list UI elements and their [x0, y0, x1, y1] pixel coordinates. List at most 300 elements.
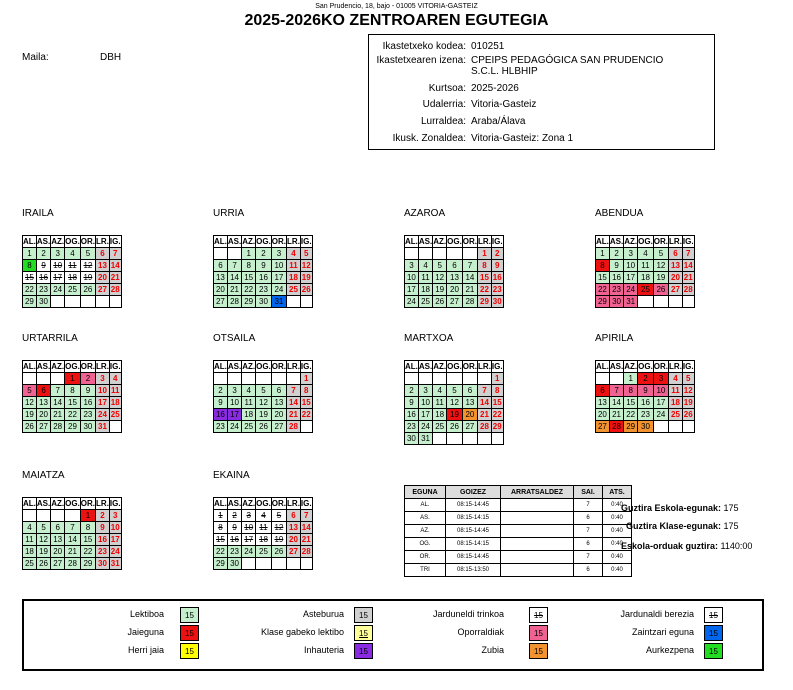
day-cell: 8 [491, 385, 503, 397]
school-info-value: Vitoria-Gasteiz [471, 99, 537, 110]
day-cell: 11 [65, 260, 81, 272]
day-cell: 4 [433, 385, 447, 397]
day-cell: 12 [23, 397, 37, 409]
day-cell: 21 [478, 409, 492, 421]
week-row [405, 385, 504, 397]
day-cell: 16 [214, 409, 228, 421]
day-cell: 15 [478, 272, 492, 284]
day-cell: 6 [51, 522, 65, 534]
total-value: 175 [723, 521, 739, 531]
day-cell [51, 296, 65, 308]
day-cell: 11 [638, 260, 654, 272]
weekday-header: LR. [478, 362, 491, 371]
day-cell: 20 [96, 272, 110, 284]
day-cell: 19 [36, 546, 50, 558]
schedule-cell: 6 [574, 512, 603, 525]
day-cell: 8 [23, 260, 37, 272]
day-cell: 27 [214, 296, 228, 308]
day-cell [405, 248, 419, 260]
day-cell: 12 [80, 260, 95, 272]
legend-label: Herri jaia [127, 645, 164, 655]
legend-label: Asteburua [302, 609, 344, 619]
day-cell: 3 [405, 260, 419, 272]
legend-label: Jardunaldi berezia [620, 609, 694, 619]
weekday-header: AZ. [624, 237, 638, 246]
day-cell: 13 [669, 260, 683, 272]
schedule-cell [501, 499, 574, 512]
weekday-header: OG. [447, 237, 462, 246]
day-cell: 3 [242, 510, 256, 522]
day-cell: 26 [653, 284, 668, 296]
day-cell: 29 [214, 558, 228, 570]
day-cell: 4 [23, 522, 37, 534]
day-cell: 19 [80, 272, 95, 284]
day-cell: 13 [96, 260, 110, 272]
week-row [23, 421, 122, 433]
day-cell [80, 296, 95, 308]
day-cell: 8 [624, 385, 638, 397]
day-cell: 20 [287, 534, 301, 546]
day-cell: 15 [301, 398, 311, 407]
legend-swatch: 15 [354, 607, 373, 623]
week-row [214, 397, 313, 409]
day-cell [669, 421, 683, 433]
day-cell: 2 [36, 248, 50, 260]
day-cell: 31 [96, 421, 110, 433]
day-cell: 14 [478, 397, 492, 409]
weekday-header: LR. [287, 237, 300, 246]
legend-swatch: 15 [704, 625, 723, 641]
day-cell [271, 558, 286, 570]
week-row [214, 284, 313, 296]
day-cell: 28 [301, 547, 311, 556]
week-row [596, 260, 695, 272]
day-cell [300, 296, 312, 308]
week-row [23, 534, 122, 546]
weekday-header: OG. [447, 362, 462, 371]
day-cell [478, 433, 492, 445]
day-cell: 28 [462, 296, 477, 308]
day-cell: 18 [287, 272, 301, 284]
month-table [22, 497, 122, 570]
day-cell [227, 373, 241, 385]
day-cell: 29 [242, 296, 256, 308]
week-row [214, 248, 313, 260]
legend-label: Zaintzari eguna [631, 627, 694, 637]
day-cell: 22 [242, 284, 256, 296]
day-cell: 22 [65, 409, 81, 421]
week-row [214, 409, 313, 421]
week-row [214, 385, 313, 397]
month-name: IRAILA [22, 208, 54, 219]
day-cell [214, 248, 228, 260]
day-cell [447, 373, 463, 385]
day-cell: 7 [227, 260, 241, 272]
day-cell: 23 [36, 284, 50, 296]
day-cell: 30 [80, 421, 95, 433]
month-table [22, 235, 122, 308]
day-cell [609, 373, 623, 385]
day-cell: 19 [683, 398, 693, 407]
day-cell: 21 [110, 273, 120, 282]
schedule-row [405, 551, 632, 564]
day-cell: 20 [36, 409, 50, 421]
day-cell: 5 [80, 248, 95, 260]
day-cell: 7 [682, 248, 694, 260]
day-cell: 19 [447, 409, 463, 421]
day-cell: 26 [683, 410, 693, 419]
schedule-header: ARRATSALDEZ [501, 486, 574, 499]
day-cell [271, 373, 286, 385]
weekday-header: AS. [227, 237, 242, 246]
total-row [621, 503, 739, 513]
weekday-header: IG. [491, 362, 503, 371]
day-cell [433, 248, 447, 260]
day-cell: 25 [638, 284, 654, 296]
week-row [214, 373, 313, 385]
day-cell: 15 [214, 534, 228, 546]
day-cell: 2 [214, 385, 228, 397]
day-cell: 10 [624, 260, 638, 272]
legend-swatch: 15 [704, 643, 723, 659]
day-cell: 24 [405, 296, 419, 308]
day-cell: 10 [418, 397, 432, 409]
school-info-value: 2025-2026 [471, 83, 519, 94]
day-cell: 26 [301, 285, 311, 294]
day-cell: 25 [433, 421, 447, 433]
day-cell: 28 [51, 421, 65, 433]
day-cell [96, 296, 110, 308]
day-cell: 9 [36, 260, 50, 272]
day-cell: 21 [609, 409, 623, 421]
week-row [596, 397, 695, 409]
day-cell: 17 [653, 397, 668, 409]
day-cell: 1 [242, 248, 256, 260]
legend [22, 599, 764, 671]
day-cell: 30 [36, 296, 50, 308]
day-cell: 27 [596, 421, 610, 433]
day-cell [36, 510, 50, 522]
total-label: Eskola-orduak guztira: [621, 541, 721, 551]
week-row [23, 284, 122, 296]
day-cell: 16 [80, 397, 95, 409]
day-cell: 12 [447, 397, 463, 409]
day-cell: 13 [214, 272, 228, 284]
week-row [596, 248, 695, 260]
day-cell [433, 373, 447, 385]
day-cell: 30 [405, 433, 419, 445]
schedule-header: EGUNA [405, 486, 446, 499]
day-cell: 17 [624, 272, 638, 284]
day-cell: 11 [433, 397, 447, 409]
weekday-header: AS. [36, 499, 51, 508]
day-cell: 15 [65, 397, 81, 409]
month-name: OTSAILA [213, 333, 256, 344]
schedule-cell: 08:15-14:45 [446, 499, 501, 512]
day-cell: 7 [65, 522, 81, 534]
day-cell: 17 [271, 272, 286, 284]
day-cell: 1 [300, 373, 312, 385]
month-name: URRIA [213, 208, 245, 219]
schedule-cell [501, 525, 574, 538]
schedule-cell: AL. [405, 499, 446, 512]
weekday-header: IG. [109, 362, 121, 371]
day-cell: 18 [242, 409, 256, 421]
day-cell: 8 [214, 522, 228, 534]
day-cell: 6 [669, 248, 683, 260]
day-cell: 22 [23, 284, 37, 296]
day-cell [478, 373, 492, 385]
weekday-header: OR. [271, 499, 287, 508]
day-cell: 1 [596, 248, 610, 260]
day-cell: 10 [653, 385, 668, 397]
day-cell: 15 [492, 398, 502, 407]
day-cell: 1 [80, 510, 95, 522]
day-cell: 26 [271, 546, 286, 558]
day-cell: 14 [110, 261, 120, 270]
weekday-header: AS. [609, 237, 624, 246]
day-cell: 21 [683, 273, 693, 282]
day-cell [287, 558, 301, 570]
day-cell: 3 [109, 510, 121, 522]
day-cell: 19 [23, 409, 37, 421]
month-name: MARTXOA [404, 333, 454, 344]
month-table [213, 497, 313, 570]
page-title: 2025-2026KO ZENTROAREN EGUTEGIA [244, 12, 549, 29]
legend-swatch: 15 [180, 625, 199, 641]
weekday-header: IG. [682, 362, 694, 371]
day-cell: 3 [653, 373, 668, 385]
weekday-header: LR. [478, 237, 491, 246]
weekday-header: OG. [638, 362, 653, 371]
day-cell: 6 [447, 260, 463, 272]
day-cell: 30 [638, 421, 654, 433]
day-cell: 2 [491, 248, 503, 260]
day-cell: 13 [447, 272, 463, 284]
schedule-cell [501, 551, 574, 564]
day-cell: 6 [96, 248, 110, 260]
day-cell: 2 [80, 373, 95, 385]
day-cell: 3 [418, 385, 432, 397]
week-row [405, 421, 504, 433]
day-cell: 12 [683, 386, 693, 395]
month-name: MAIATZA [22, 470, 65, 481]
week-row [23, 558, 122, 570]
legend-label: Lektiboa [129, 609, 164, 619]
day-cell: 30 [492, 297, 502, 306]
school-info-label: Lurraldea: [420, 116, 466, 127]
day-cell: 9 [80, 385, 95, 397]
day-cell [462, 433, 477, 445]
legend-swatch: 15 [704, 607, 723, 623]
schedule-cell: AZ. [405, 525, 446, 538]
day-cell: 9 [491, 260, 503, 272]
schedule-cell: 6 [574, 538, 603, 551]
day-cell: 24 [51, 284, 65, 296]
day-cell: 31 [110, 559, 120, 568]
legend-swatch: 15 [529, 625, 548, 641]
weekday-header: OR. [462, 237, 478, 246]
day-cell: 10 [271, 260, 286, 272]
weekday-header: OG. [65, 237, 80, 246]
day-cell: 21 [65, 546, 81, 558]
weekday-header: OG. [65, 362, 80, 371]
day-cell: 7 [462, 260, 477, 272]
weekday-header: AS. [36, 237, 51, 246]
day-cell: 21 [462, 284, 477, 296]
weekday-header: AL. [405, 237, 418, 246]
day-cell: 23 [96, 546, 110, 558]
day-cell: 25 [110, 410, 120, 419]
week-row [596, 373, 695, 385]
weekday-header: OR. [653, 237, 669, 246]
day-cell: 18 [65, 272, 81, 284]
schedule-row [405, 538, 632, 551]
schedule-cell: OR. [405, 551, 446, 564]
schedule-row [405, 512, 632, 525]
weekday-header: LR. [669, 237, 682, 246]
weekday-header: AL. [405, 362, 418, 371]
day-cell: 11 [287, 260, 301, 272]
day-cell: 13 [36, 397, 50, 409]
weekday-header: AS. [227, 499, 242, 508]
day-cell: 18 [638, 272, 654, 284]
day-cell: 5 [653, 248, 668, 260]
day-cell: 24 [96, 409, 110, 421]
total-value: 1140:00 [720, 541, 753, 551]
month-table [22, 360, 122, 433]
day-cell: 12 [301, 261, 311, 270]
day-cell: 22 [596, 284, 610, 296]
weekday-header: LR. [669, 362, 682, 371]
day-cell: 18 [256, 534, 272, 546]
weekday-header: LR. [96, 237, 109, 246]
day-cell: 28 [609, 421, 623, 433]
month-table [595, 235, 695, 308]
day-cell [242, 558, 256, 570]
day-cell: 10 [405, 272, 419, 284]
day-cell: 4 [109, 373, 121, 385]
weekday-header: AL. [214, 499, 227, 508]
day-cell: 29 [624, 421, 638, 433]
day-cell: 20 [271, 409, 286, 421]
day-cell: 12 [653, 260, 668, 272]
day-cell: 14 [462, 272, 477, 284]
day-cell [462, 373, 477, 385]
day-cell: 27 [96, 284, 110, 296]
weekday-header: IG. [109, 237, 121, 246]
day-cell: 9 [96, 522, 110, 534]
weekday-header: OR. [462, 362, 478, 371]
day-cell: 20 [214, 284, 228, 296]
day-cell: 12 [271, 522, 286, 534]
weekday-header: OR. [271, 237, 287, 246]
weekday-header: LR. [287, 362, 300, 371]
day-cell: 23 [256, 284, 272, 296]
week-row [23, 522, 122, 534]
legend-swatch: 15 [180, 607, 199, 623]
day-cell: 18 [418, 284, 432, 296]
maila-label: Maila: [22, 52, 49, 63]
week-row [23, 272, 122, 284]
week-row [405, 272, 504, 284]
school-info-label: Ikastetxearen izena: [376, 55, 466, 66]
day-cell: 27 [271, 421, 286, 433]
schedule-cell: 08:15-13:50 [446, 564, 501, 577]
day-cell [287, 296, 301, 308]
weekday-header: AZ. [433, 362, 447, 371]
school-info-value: Vitoria-Gasteiz: Zona 1 [471, 133, 574, 144]
week-row [596, 296, 695, 308]
schedule-table [404, 485, 632, 577]
day-cell: 9 [609, 260, 623, 272]
month-name: URTARRILA [22, 333, 78, 344]
weekday-header: AL. [214, 362, 227, 371]
day-cell: 14 [609, 397, 623, 409]
weekday-header: AS. [418, 362, 433, 371]
day-cell: 15 [596, 272, 610, 284]
day-cell: 23 [80, 409, 95, 421]
day-cell: 27 [447, 296, 463, 308]
day-cell: 30 [256, 296, 272, 308]
day-cell: 8 [596, 260, 610, 272]
week-row [23, 385, 122, 397]
day-cell: 22 [80, 546, 95, 558]
week-row [23, 397, 122, 409]
day-cell: 24 [271, 284, 286, 296]
day-cell: 16 [609, 272, 623, 284]
day-cell: 17 [110, 535, 120, 544]
maila-value: DBH [100, 52, 122, 63]
month-table [404, 360, 504, 445]
day-cell: 24 [227, 421, 241, 433]
day-cell: 20 [462, 409, 477, 421]
day-cell: 29 [65, 421, 81, 433]
day-cell: 15 [23, 272, 37, 284]
legend-swatch: 15 [354, 643, 373, 659]
day-cell: 11 [418, 272, 432, 284]
weekday-header: LR. [96, 499, 109, 508]
schedule-cell: 08:15-14:45 [446, 525, 501, 538]
day-cell: 12 [36, 534, 50, 546]
school-info-value: Araba/Álava [471, 116, 526, 127]
day-cell [65, 296, 81, 308]
day-cell: 1 [214, 510, 228, 522]
day-cell: 4 [418, 260, 432, 272]
total-label: Guztira Klase-egunak: [626, 521, 724, 531]
schedule-cell: 6 [574, 564, 603, 577]
day-cell: 5 [256, 385, 272, 397]
day-cell: 1 [23, 248, 37, 260]
day-cell: 22 [301, 410, 311, 419]
weekday-header: AS. [418, 237, 433, 246]
schedule-cell: 08:15-14:15 [446, 538, 501, 551]
day-cell: 28 [683, 285, 693, 294]
day-cell: 2 [256, 248, 272, 260]
day-cell: 8 [478, 260, 492, 272]
schedule-cell [501, 512, 574, 525]
day-cell: 28 [287, 421, 301, 433]
day-cell: 22 [492, 410, 502, 419]
day-cell [214, 373, 228, 385]
day-cell: 5 [682, 373, 694, 385]
day-cell: 10 [227, 397, 241, 409]
day-cell: 29 [23, 296, 37, 308]
schedule-row [405, 499, 632, 512]
weekday-header: AS. [609, 362, 624, 371]
school-info-value: CPEIPS PEDAGÓGICA SAN PRUDENCIO S.C.L. HLBHIP [471, 55, 664, 77]
day-cell: 14 [301, 523, 311, 532]
